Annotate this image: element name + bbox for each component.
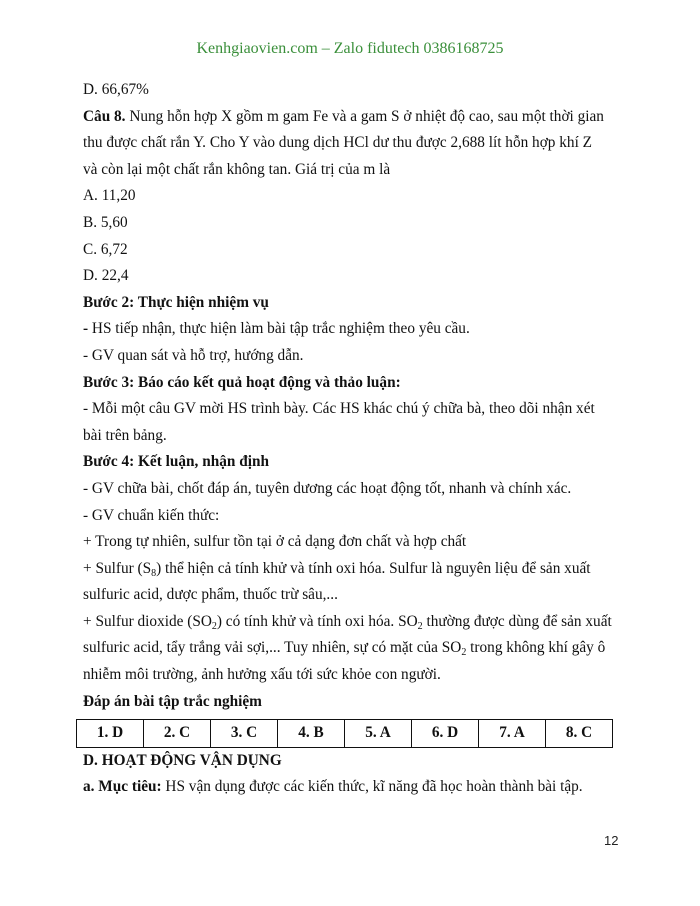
question-8-line-2: thu được chất rắn Y. Cho Y vào dung dịch HCl dư thu được 2,688 lít hỗn hợp khí Z [83, 134, 592, 152]
step-4-title: Bước 4: Kết luận, nhận định [83, 453, 269, 471]
previous-option-d: D. 66,67% [83, 81, 149, 98]
text-segment: + Sulfur (S [83, 559, 152, 577]
answer-cell-5: 5. A [345, 720, 412, 748]
text-segment: ) có tính khử và tính oxi hóa. SO [216, 612, 418, 630]
document-body [83, 77, 623, 801]
text-segment: + Sulfur dioxide (SO [83, 612, 212, 630]
step-4-line-4 [83, 556, 623, 583]
question-8-text: Nung hỗn hợp X gồm m gam Fe và a gam S ở nhiệt độ cao, sau một thời gian [125, 107, 604, 125]
page-header [0, 40, 700, 58]
question-8-line-1 [83, 104, 623, 131]
text-segment: thường được dùng để sản xuất [422, 612, 612, 630]
subscript: 2 [417, 620, 423, 632]
answers-title: Đáp án bài tập trắc nghiệm [83, 692, 262, 710]
subscript: 2 [211, 620, 217, 632]
answer-cell-1: 1. D [77, 720, 144, 748]
step-4-line-1: - GV chữa bài, chốt đáp án, tuyên dương các hoạt động tốt, nhanh và chính xác. [83, 479, 572, 497]
header-contact: Zalo fidutech 0386168725 [333, 40, 504, 57]
text-segment: sulfuric acid, tẩy trắng vải sợi,... Tuy nhiên, sự có mặt của SO [83, 639, 462, 657]
step-2-line-1 [83, 316, 623, 343]
step-2-title: Bước 2: Thực hiện nhiệm vụ [83, 293, 269, 311]
step-3-line-2: bài trên bảng. [83, 426, 167, 444]
answer-cell-8: 8. C [546, 720, 613, 748]
step-4-line-5: sulfuric acid, dược phẩm, thuốc trừ sâu,... [83, 586, 338, 604]
step-4-line-7 [83, 635, 623, 662]
table-row [77, 720, 613, 748]
step-4-line-8: nhiễm môi trường, ảnh hưởng xấu tới sức khỏe con người. [83, 666, 441, 684]
page-number: 12 [604, 833, 619, 848]
subscript: 8 [151, 567, 157, 579]
text-segment: trong không khí gây ô [466, 639, 606, 657]
step-4-line-6 [83, 609, 623, 636]
option-a: A. 11,20 [83, 187, 136, 205]
step-4-line-2: - GV chuẩn kiến thức: [83, 506, 220, 524]
header-separator: – [317, 40, 334, 57]
subscript: 2 [461, 647, 467, 659]
option-c: C. 6,72 [83, 240, 128, 258]
text-segment: ) thể hiện cả tính khử và tính oxi hóa. Sulfur là nguyên liệu để sản xuất [156, 559, 591, 577]
answer-cell-3: 3. C [211, 720, 278, 748]
step-2-line-2: - GV quan sát và hỗ trợ, hướng dẫn. [83, 346, 304, 364]
option-b: B. 5,60 [83, 213, 128, 231]
section-d-title: D. HOẠT ĐỘNG VẬN DỤNG [83, 751, 282, 769]
step-4-line-3: + Trong tự nhiên, sulfur tồn tại ở cả dạng đơn chất và hợp chất [83, 533, 467, 551]
step-2-line-1-text: HS tiếp nhận, thực hiện làm bài tập trắc nghiệm theo yêu cầu. [88, 320, 470, 338]
answer-cell-4: 4. B [278, 720, 345, 748]
answer-cell-7: 7. A [479, 720, 546, 748]
question-8-label: Câu 8. [83, 107, 126, 125]
header-site: Kenhgiaovien.com [196, 40, 318, 57]
step-3-title: Bước 3: Báo cáo kết quả hoạt động và thảo luận: [83, 373, 401, 391]
option-d: D. 22,4 [83, 267, 129, 285]
objective-label: a. Mục tiêu: [83, 778, 162, 796]
answer-cell-6: 6. D [412, 720, 479, 748]
answer-table [76, 719, 613, 748]
section-d-objective [83, 774, 623, 801]
objective-text: HS vận dụng được các kiến thức, kĩ năng đã học hoàn thành bài tập. [161, 778, 583, 796]
step-3-line-1: - Mỗi một câu GV mời HS trình bày. Các HS khác chú ý chữa bà, theo dõi nhận xét [83, 400, 595, 418]
step-2-dash: - [83, 320, 89, 338]
question-8-line-3: và còn lại một chất rắn không tan. Giá trị của m là [83, 160, 391, 178]
answer-cell-2: 2. C [144, 720, 211, 748]
